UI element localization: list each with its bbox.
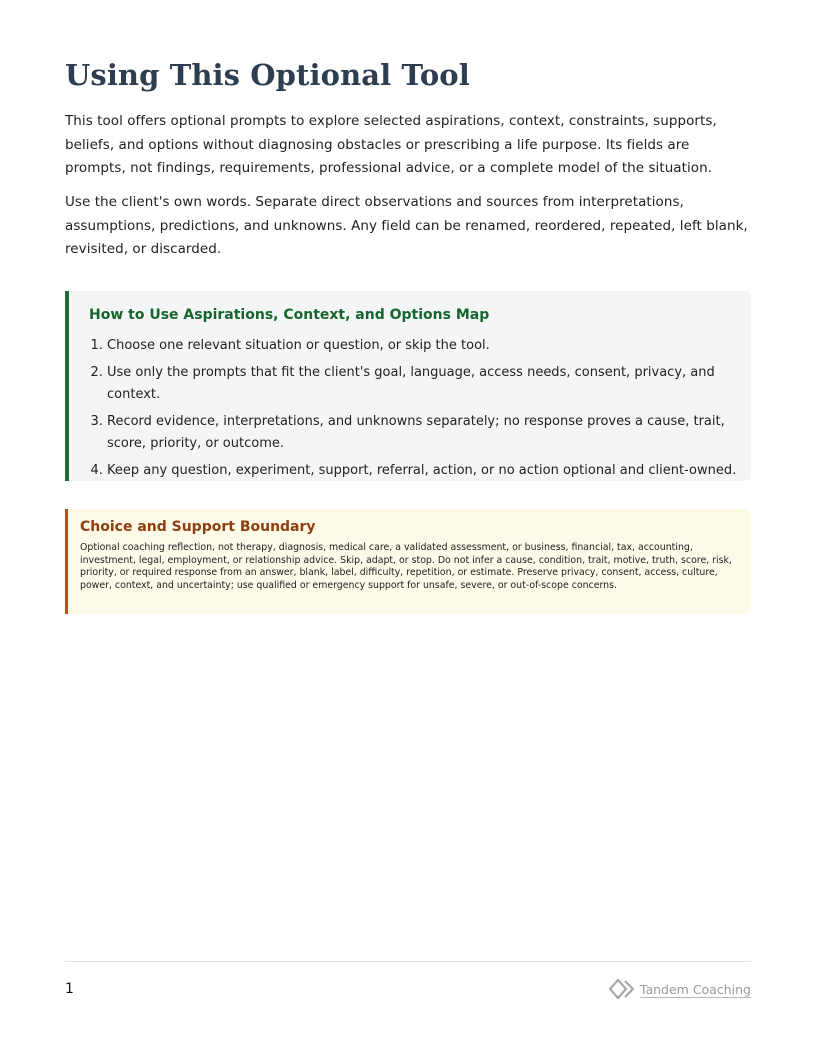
step-item: 2. Use only the prompts that fit the client's goal, language, access needs, consent, privacy, and context. — [107, 362, 747, 406]
footer-divider — [65, 961, 751, 962]
diamond-logo-icon — [609, 977, 635, 1001]
step-item: 1. Choose one relevant situation or question, or skip the tool. — [107, 335, 747, 357]
page-title: Using This Optional Tool — [65, 58, 470, 92]
intro-paragraph: Use the client's own words. Separate direct observations and sources from interpretations, assumptions, predictions, and unknowns. Any field can be renamed, reordered, repeated, left blank, revisited, or discarded. — [65, 194, 748, 257]
step-item: 3. Record evidence, interpretations, and unknowns separately; no response proves a cause, trait, score, priority, or outcome. — [107, 411, 747, 455]
boundary-title: Choice and Support Boundary — [80, 519, 316, 535]
boundary-callout — [65, 509, 751, 614]
boundary-text: Optional coaching reflection, not therapy, diagnosis, medical care, a validated assessment, or business, financial, tax, accounting, investment, legal, employment, or relationship advice. Skip, adapt, or stop. Do not infer a cause, condition, trait, motive, truth, score, risk, priority, or required response from an answer, blank, label, difficulty, repetition, or estimate. Preserve privacy, consent, access, culture, power, context, and uncertainty; use qualified or emergency support for unsafe, severe, or out-of-scope concerns. — [80, 542, 732, 592]
step-item: 4. Keep any question, experiment, support, referral, action, or no action optional and client-owned. — [107, 460, 747, 482]
brand-logo — [609, 977, 751, 1001]
brand-name: Tandem Coaching — [639, 981, 751, 997]
page-number: 1 — [65, 981, 74, 997]
how-to-use-steps — [89, 335, 747, 487]
how-to-use-title: How to Use Aspirations, Context, and Options Map — [89, 307, 490, 323]
how-to-use-callout — [65, 291, 751, 481]
intro-paragraph: This tool offers optional prompts to explore selected aspirations, context, constraints, supports, beliefs, and options without diagnosing obstacles or prescribing a life purpose. Its fields are prompts, not findings, requirements, professional advice, or a complete model of the situation. — [65, 113, 717, 176]
